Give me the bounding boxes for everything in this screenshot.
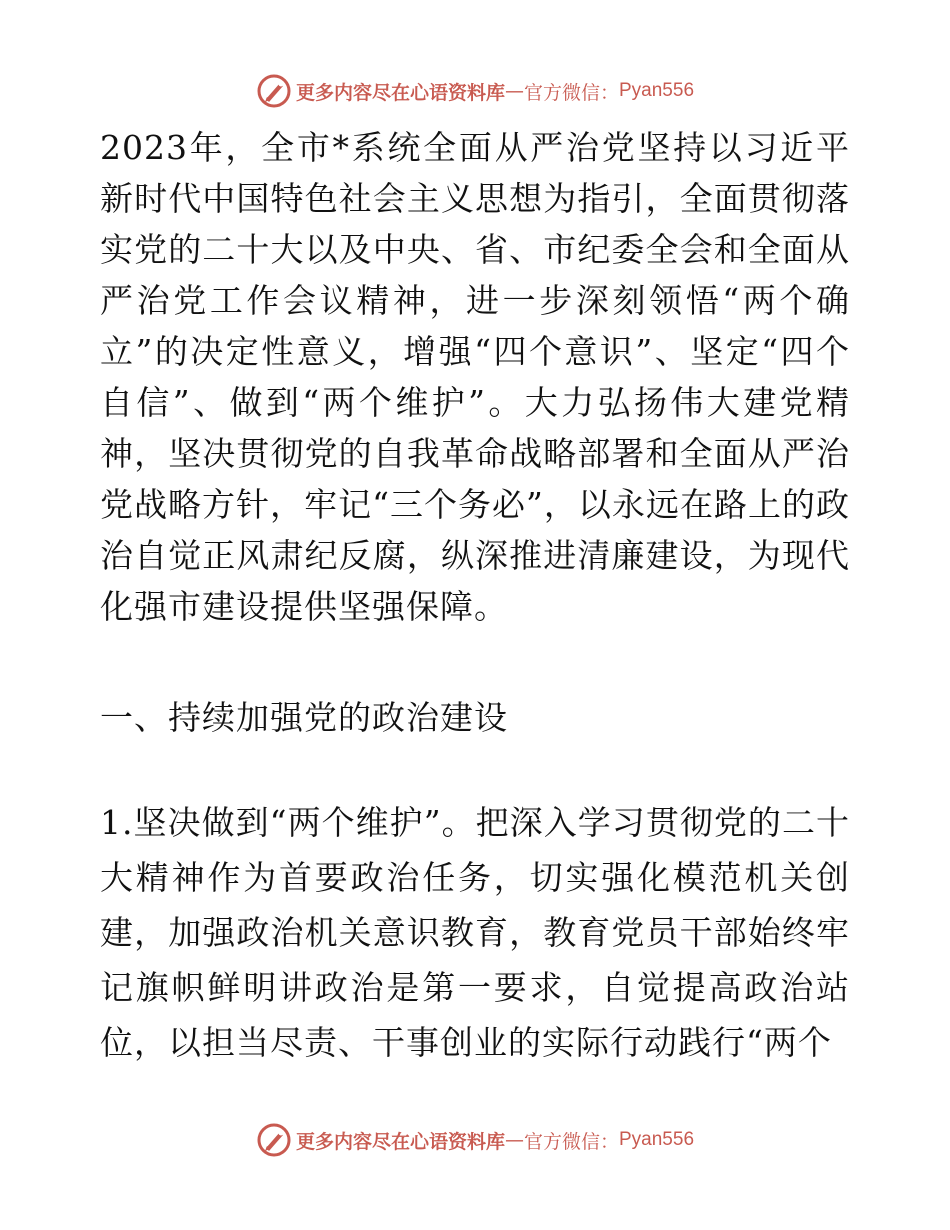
watermark-wechat-id: Pyan556 [619, 80, 695, 101]
pen-logo-icon [256, 73, 292, 109]
watermark-main-text: 更多内容尽在心语资料库 [295, 1130, 505, 1153]
watermark-main-text: 更多内容尽在心语资料库 [295, 81, 505, 104]
watermark-separator: — [504, 80, 524, 102]
intro-paragraph-block [100, 122, 850, 632]
watermark-wechat-id: Pyan556 [619, 1129, 695, 1150]
watermark-wechat-label: 官方微信： [523, 1130, 619, 1153]
watermark-separator: — [504, 1129, 524, 1151]
header-watermark [0, 71, 950, 111]
watermark-wechat-label: 官方微信： [523, 81, 619, 104]
item-paragraph-block [100, 795, 850, 1070]
intro-paragraph: 2023年，全市*系统全面从严治党坚持以习近平新时代中国特色社会主义思想为指引，全面贯彻落实党的二十大以及中央、省、市纪委全会和全面从严治党工作会议精神，进一步深刻领悟“两个确立”的决定性意义，增强“四个意识”、坚定“四个自信”、做到“两个维护”。大力弘扬伟大建党精神，坚决贯彻党的自我革命战略部署和全面从严治党战略方针，牢记“三个务必”，以永远在路上的政治自觉正风肃纪反腐，纵深推进清廉建设，为现代化强市建设提供坚强保障。 [100, 128, 850, 626]
item-paragraph: 1.坚决做到“两个维护”。把深入学习贯彻党的二十大精神作为首要政治任务，切实强化模范机关创建，加强政治机关意识教育，教育党员干部始终牢记旗帜鲜明讲政治是第一要求，自觉提高政治站位，以担当尽责、干事创业的实际行动践行“两个 [100, 803, 850, 1062]
section-heading: 一、持续加强党的政治建设 [100, 698, 508, 737]
pen-logo-icon [256, 1122, 292, 1158]
footer-watermark [0, 1120, 950, 1160]
